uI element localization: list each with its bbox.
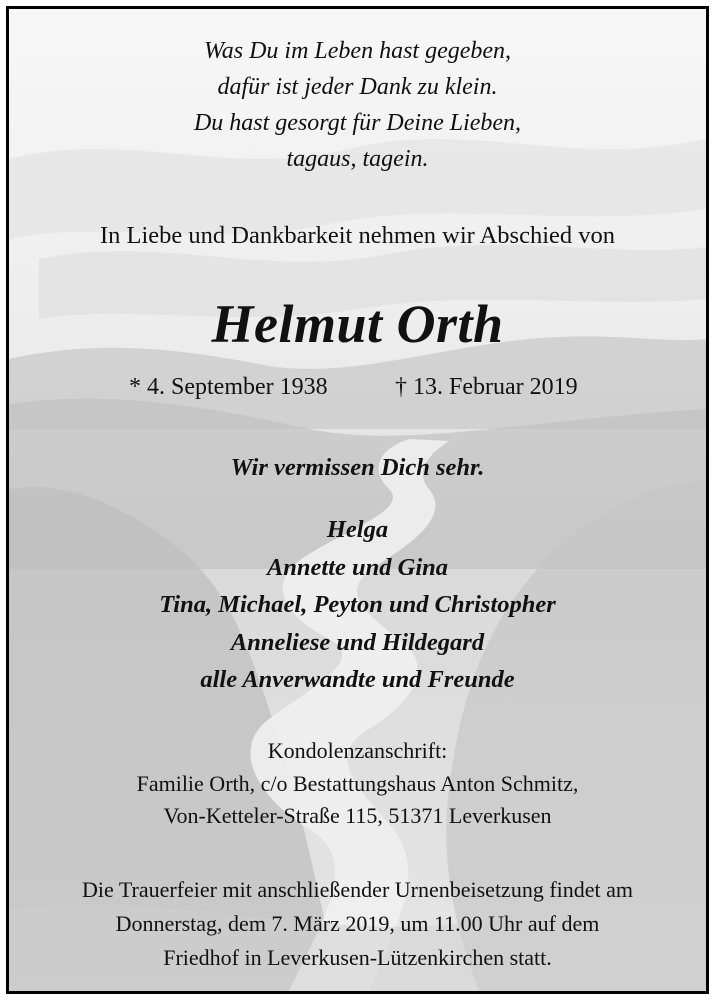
poem: [9, 33, 706, 177]
condolence-heading: Kondolenzanschrift:: [267, 738, 448, 763]
poem-line: tagaus, tagein.: [286, 146, 429, 172]
condolence-address: [9, 735, 706, 833]
ceremony-line: Die Trauerfeier mit anschließender Urnenbeisetzung findet am: [81, 877, 634, 902]
obituary-notice: [6, 6, 709, 994]
ceremony-info: [9, 873, 706, 975]
ceremony-line: Donnerstag, dem 7. März 2019, um 11.00 Uhr auf dem: [115, 911, 600, 936]
notice-content: [9, 9, 706, 991]
condolence-line: Familie Orth, c/o Bestattungshaus Anton Schmitz,: [136, 770, 579, 796]
mourner-line: Tina, Michael, Peyton und Christopher: [159, 591, 556, 618]
poem-line: dafür ist jeder Dank zu klein.: [217, 74, 498, 100]
mourner-line: Anneliese und Hildegard: [230, 628, 485, 656]
poem-line: Was Du im Leben hast gegeben,: [203, 38, 512, 64]
condolence-line: Von-Ketteler-Straße 115, 51371 Leverkusen: [163, 803, 552, 828]
mourner-line: Helga: [326, 516, 389, 543]
death-date: † 13. Februar 2019: [395, 374, 578, 400]
missing-you-line: Wir vermissen Dich sehr.: [230, 454, 485, 481]
mourner-line: Annette und Gina: [266, 553, 449, 581]
farewell-intro: In Liebe und Dankbarkeit nehmen wir Abschied von: [99, 222, 616, 249]
ceremony-line: Friedhof in Leverkusen-Lützenkirchen statt.: [163, 945, 552, 970]
poem-line: Du hast gesorgt für Deine Lieben,: [193, 110, 522, 136]
mourners-list: [9, 511, 706, 699]
mourner-line: alle Anverwandte und Freunde: [200, 666, 515, 693]
deceased-name: Helmut Orth: [211, 294, 504, 354]
birth-date: * 4. September 1938: [129, 374, 328, 400]
